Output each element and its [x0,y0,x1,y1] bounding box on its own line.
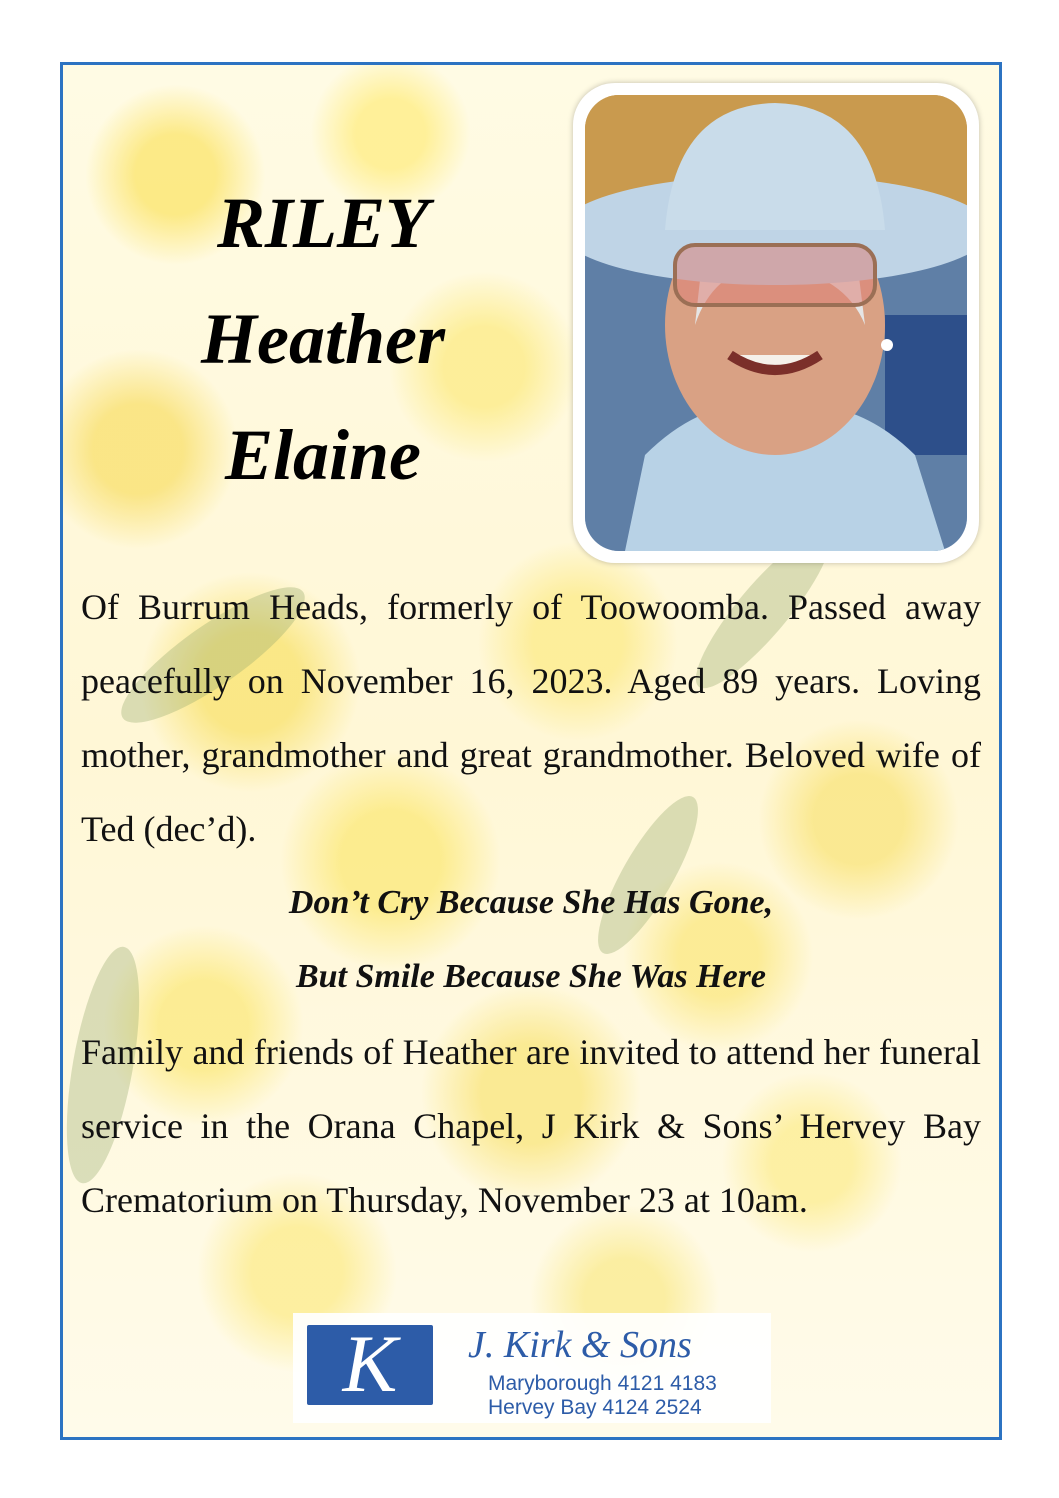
monogram-box [307,1318,433,1409]
phone-maryborough: Maryborough 4121 4183 [488,1372,717,1395]
monogram-letter: K [342,1318,398,1409]
funeral-details-paragraph: Family and friends of Heather are invited to attend her funeral service in the Orana Chapel, J Kirk & Sons’ Hervey Bay Crematorium on Thursday, November 23 at 10am. [81,1032,981,1220]
surname: RILEY [216,183,430,263]
obituary-paragraph: Of Burrum Heads, formerly of Toowoomba. Passed away peacefully on November 16, 2023. Aged 89 years. Loving mother, grandmother and great grandmother. Beloved wife of Ted (dec’d). [81,587,981,849]
firm-name: J. Kirk & Sons [468,1324,692,1366]
quote-line-2: But Smile Because She Was Here [295,958,767,995]
funeral-director-logo [293,1313,771,1423]
quote-line-1: Don’t Cry Because She Has Gone, [288,884,774,921]
deceased-name [163,165,483,513]
first-name: Heather [201,299,445,379]
phone-hervey-bay: Hervey Bay 4124 2524 [488,1396,702,1419]
middle-name: Elaine [224,415,422,495]
portrait-illustration [585,95,967,551]
notice-frame [60,62,1002,1440]
portrait-image [585,95,967,551]
portrait-photo [573,83,979,563]
